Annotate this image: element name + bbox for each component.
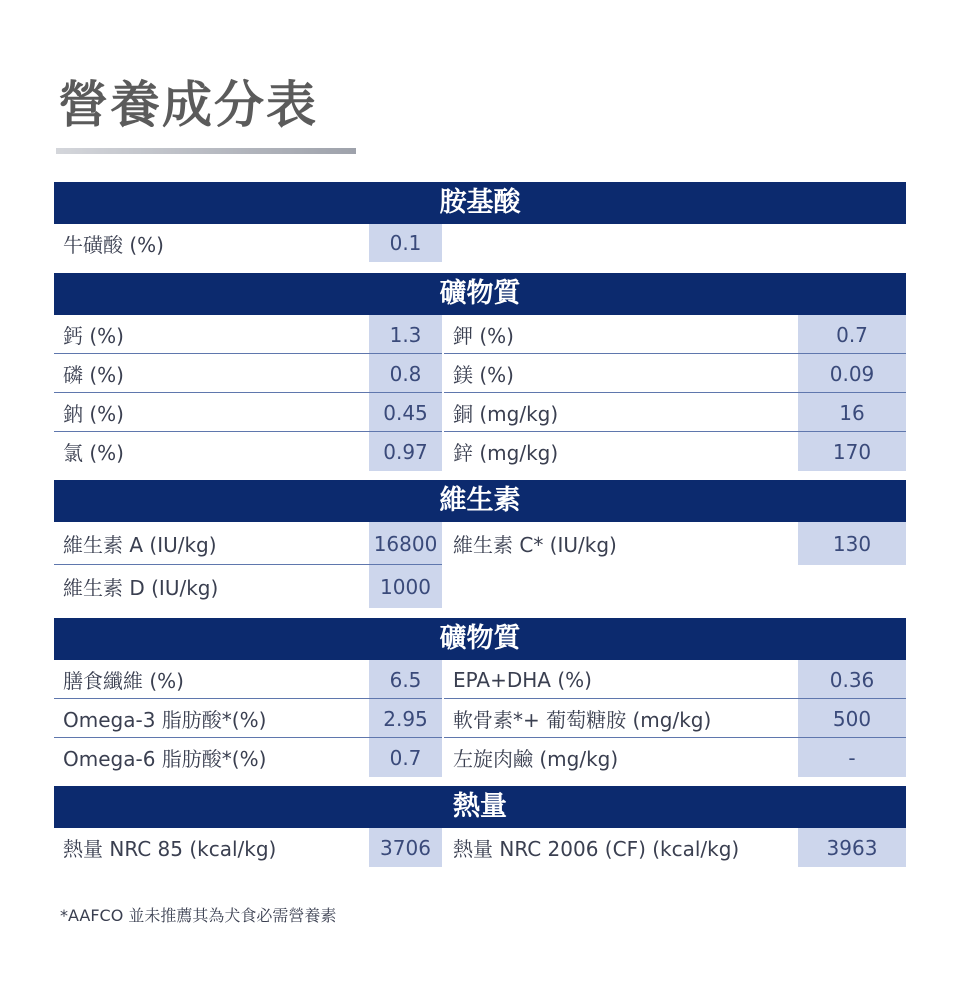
nutrient-label: 鉀 (%) [453, 324, 514, 348]
nutrient-value: 3963 [798, 828, 906, 867]
table-row [54, 738, 906, 777]
nutrient-label: 磷 (%) [63, 363, 124, 387]
page-title: 營養成分表 [58, 76, 318, 134]
section-header: 礦物質 [54, 618, 906, 660]
section-header: 胺基酸 [54, 182, 906, 224]
nutrient-value: 3706 [369, 828, 442, 867]
nutrient-label: 維生素 C* (IU/kg) [453, 533, 617, 557]
nutrient-label: 左旋肉鹼 (mg/kg) [453, 747, 619, 771]
nutrient-label: EPA+DHA (%) [453, 667, 592, 692]
nutrient-label: 熱量 NRC 85 (kcal/kg) [63, 837, 277, 861]
nutrient-value: 0.1 [369, 224, 442, 262]
nutrient-label: 膳食纖維 (%) [63, 669, 184, 693]
nutrient-value: 0.45 [369, 393, 442, 432]
nutrient-label: 維生素 D (IU/kg) [63, 576, 219, 600]
nutrient-label: 熱量 NRC 2006 (CF) (kcal/kg) [453, 837, 740, 861]
nutrient-label: Omega-6 脂肪酸*(%) [63, 747, 267, 771]
nutrient-label: Omega-3 脂肪酸*(%) [63, 708, 267, 732]
nutrient-value: 500 [798, 699, 906, 738]
footnote: *AAFCO 並未推薦其為犬食必需營養素 [60, 906, 337, 925]
table-row [54, 522, 906, 565]
table-row [54, 828, 906, 867]
nutrient-value: 6.5 [369, 660, 442, 699]
nutrient-value: 130 [798, 522, 906, 565]
nutrient-value: 2.95 [369, 699, 442, 738]
table-row [54, 393, 906, 432]
nutrient-label: 牛磺酸 (%) [63, 232, 164, 257]
nutrient-value: 0.36 [798, 660, 906, 699]
section-header: 維生素 [54, 480, 906, 522]
nutrient-label: 維生素 A (IU/kg) [63, 533, 217, 557]
section-minerals [54, 273, 906, 471]
section-header: 熱量 [54, 786, 906, 828]
nutrient-value: 0.8 [369, 354, 442, 393]
nutrient-label: 鈣 (%) [63, 324, 124, 348]
section-header: 礦物質 [54, 273, 906, 315]
nutrient-label: 軟骨素*+ 葡萄糖胺 (mg/kg) [453, 708, 712, 732]
nutrient-label: 氯 (%) [63, 441, 124, 465]
table-row [54, 354, 906, 393]
title-underline [56, 148, 356, 154]
nutrient-value: 1.3 [369, 315, 442, 354]
table-row [54, 432, 906, 471]
nutrient-value: 0.7 [798, 315, 906, 354]
nutrient-label: 鎂 (%) [453, 363, 514, 387]
nutrient-value: 16 [798, 393, 906, 432]
nutrient-value: 0.7 [369, 738, 442, 777]
section-energy [54, 786, 906, 867]
table-row [54, 699, 906, 738]
table-row [54, 565, 906, 608]
nutrient-value: - [798, 738, 906, 777]
table-row [54, 660, 906, 699]
section-other-nutrients [54, 618, 906, 777]
nutrient-value: 0.97 [369, 432, 442, 471]
nutrient-label: 銅 (mg/kg) [453, 402, 559, 426]
nutrient-value: 1000 [369, 565, 442, 608]
table-row [54, 315, 906, 354]
nutrient-label: 鋅 (mg/kg) [453, 441, 559, 465]
section-amino-acids [54, 182, 906, 262]
section-vitamins [54, 480, 906, 608]
nutrient-label: 鈉 (%) [63, 402, 124, 426]
nutrient-value: 170 [798, 432, 906, 471]
nutrient-value: 16800 [369, 522, 442, 565]
table-row [54, 224, 906, 262]
nutrient-value: 0.09 [798, 354, 906, 393]
